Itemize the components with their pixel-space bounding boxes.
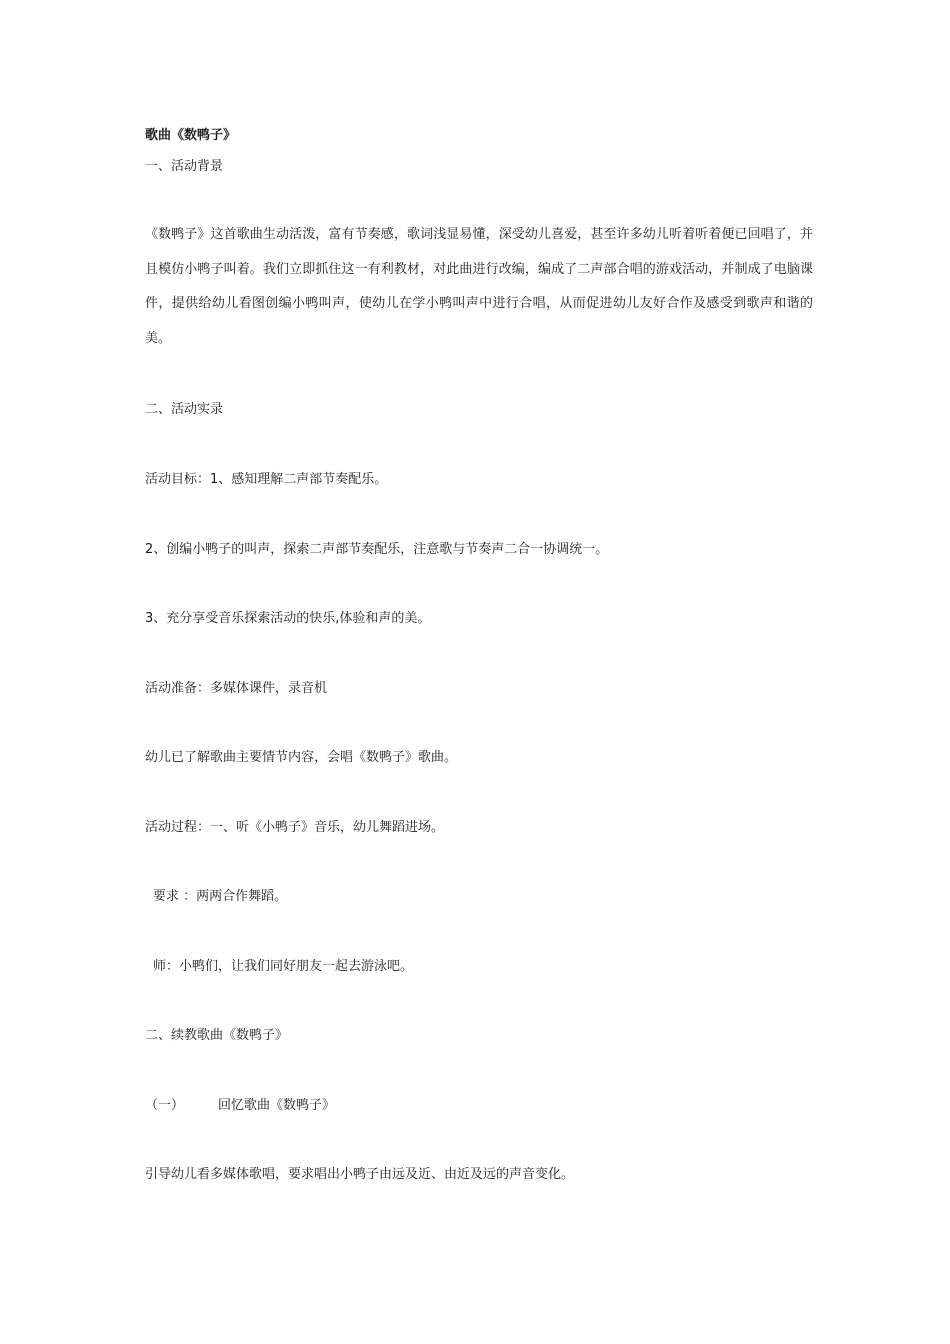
sub-item-text: 回忆歌曲《数鸭子》 (218, 1098, 336, 1113)
sub-item-marker: （一） (145, 1098, 185, 1113)
activity-goal-1: 活动目标：1、感知理解二声部节奏配乐。 (145, 472, 388, 487)
activity-process-2: 二、续教歌曲《数鸭子》 (145, 1028, 289, 1043)
dance-requirement: 要求 ：两两合作舞蹈。 (153, 889, 288, 904)
document-title: 歌曲《数鸭子》 (145, 128, 237, 143)
activity-preparation: 活动准备：多媒体课件，录音机 (145, 681, 328, 696)
teacher-line: 师：小鸭们，让我们同好朋友一起去游泳吧。 (153, 959, 414, 974)
section-heading-background: 一、活动背景 (145, 159, 224, 174)
guide-line: 引导幼儿看多媒体歌唱，要求唱出小鸭子由远及近、由近及远的声音变化。 (145, 1167, 575, 1182)
sub-item-recall (145, 1097, 815, 1115)
prior-knowledge: 幼儿已了解歌曲主要情节内容，会唱《数鸭子》歌曲。 (145, 750, 458, 765)
section-heading-record: 二、活动实录 (145, 402, 224, 417)
activity-process-1: 活动过程：一、听《小鸭子》音乐，幼儿舞蹈进场。 (145, 820, 445, 835)
activity-goal-2: 2、创编小鸭子的叫声，探索二声部节奏配乐，注意歌与节奏声二合一协调统一。 (145, 542, 609, 557)
background-paragraph: 《数鸭子》这首歌曲生动活泼，富有节奏感，歌词浅显易懂，深受幼儿喜爱，甚至许多幼儿听着听着便已回唱了，并且模仿小鸭子叫着。我们立即抓住这一有利教材，对此曲进行改编，编成了二声部合唱的游戏活动，并制成了电脑课件，提供给幼儿看图创编小鸭叫声，使幼儿在学小鸭叫声中进行合唱，从而促进幼儿友好合作及感受到歌声和谐的美。 (145, 227, 813, 346)
activity-goal-3: 3、充分享受音乐探索活动的快乐,体验和声的美。 (145, 611, 431, 626)
